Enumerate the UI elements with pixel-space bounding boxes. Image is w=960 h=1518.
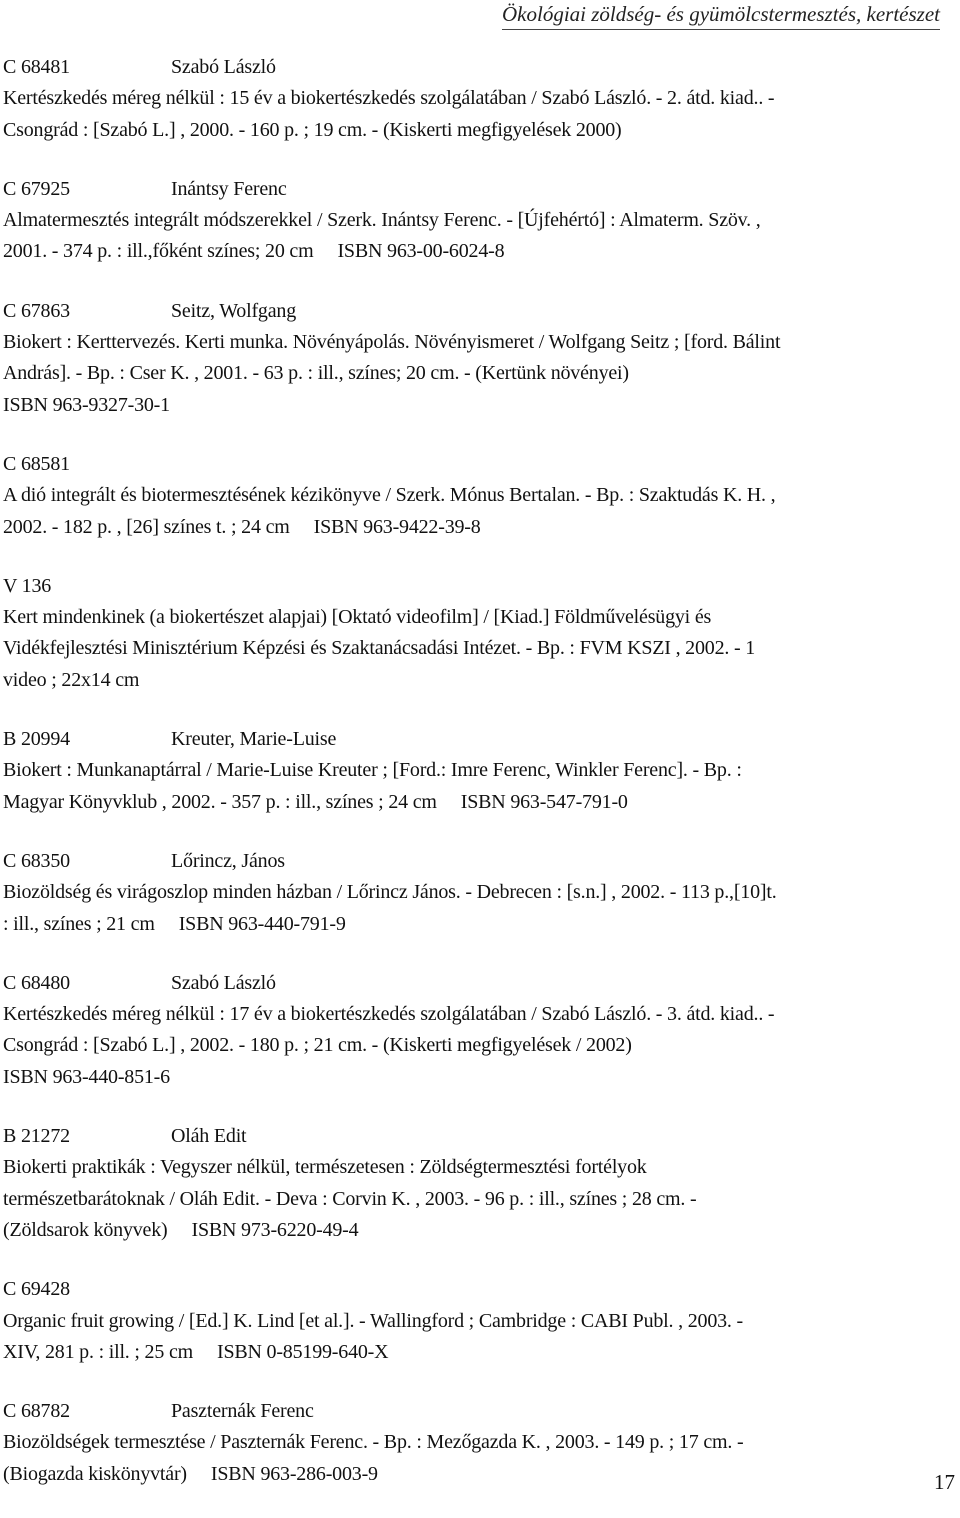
- entry-code: V 136: [3, 574, 52, 597]
- entry-line: Kertészkedés méreg nélkül : 17 év a biokertészkedés szolgálatában / Szabó László. - 3. átd. kiad.. -: [3, 1003, 775, 1026]
- entry-author: Lőrincz, János: [171, 849, 285, 872]
- entry-heading: [3, 968, 955, 999]
- entry-author: Paszternák Ferenc: [171, 1400, 314, 1423]
- entry-heading: [3, 571, 955, 602]
- entry-line: Vidékfejlesztési Minisztérium Képzési és Szaktanácsadási Intézet. - Bp. : FVM KSZI , 2002. - 1: [3, 637, 756, 660]
- entry-code: B 20994: [3, 728, 70, 751]
- entry-line: Organic fruit growing / [Ed.] K. Lind [et al.]. - Wallingford ; Cambridge : CABI Publ. , 2003. -: [3, 1309, 743, 1332]
- entry-code: C 68782: [3, 1400, 70, 1423]
- bibliography-entry: [3, 1396, 955, 1490]
- entry-code: C 68581: [3, 452, 70, 475]
- entry-code: C 69428: [3, 1278, 70, 1301]
- entry-line: ISBN 963-440-851-6: [3, 1065, 170, 1088]
- entry-code: C 68481: [3, 56, 70, 78]
- bibliography-entry: [3, 571, 955, 696]
- entry-line: Biokerti praktikák : Vegyszer nélkül, természetesen : Zöldségtermesztési fortélyok: [3, 1156, 647, 1179]
- entry-heading: [3, 1396, 955, 1427]
- bibliography-entry: [3, 174, 955, 268]
- bibliography-entry: [3, 1274, 955, 1368]
- entry-code: B 21272: [3, 1125, 70, 1148]
- bibliography-entry: [3, 52, 955, 146]
- entry-author: Szabó László: [171, 971, 276, 994]
- entry-heading: [3, 174, 955, 205]
- entry-line: Kert mindenkinek (a biokertészet alapjai) [Oktató videofilm] / [Kiad.] Földművelésügyi és: [3, 606, 712, 629]
- entry-line: A dió integrált és biotermesztésének kézikönyve / Szerk. Mónus Bertalan. - Bp. : Szaktudás K. H. ,: [3, 484, 776, 507]
- entry-heading: [3, 1121, 955, 1152]
- entry-code: C 67925: [3, 177, 70, 200]
- entry-line: András]. - Bp. : Cser K. , 2001. - 63 p. : ill., színes; 20 cm. - (Kertünk növényei): [3, 362, 629, 385]
- entry-line: (Zöldsarok könyvek) ISBN 973-6220-49-4: [3, 1218, 359, 1241]
- entry-code: C 68350: [3, 849, 70, 872]
- entry-line: (Biogazda kiskönyvtár) ISBN 963-286-003-9: [3, 1462, 378, 1485]
- entry-heading: [3, 846, 955, 877]
- entry-line: Csongrád : [Szabó L.] , 2000. - 160 p. ; 19 cm. - (Kiskerti megfigyelések 2000): [3, 118, 622, 141]
- bibliography-entry: [3, 449, 955, 543]
- page-header-title: Ökológiai zöldség- és gyümölcstermesztés, kertészet: [502, 2, 940, 30]
- entry-line: természetbarátoknak / Oláh Edit. - Deva : Corvin K. , 2003. - 96 p. : ill., színes ; 28 cm. -: [3, 1187, 697, 1210]
- bibliography-entry: [3, 724, 955, 818]
- entry-heading: [3, 724, 955, 755]
- entry-line: 2001. - 374 p. : ill.,főként színes; 20 cm ISBN 963-00-6024-8: [3, 240, 505, 263]
- entry-author: Oláh Edit: [171, 1125, 247, 1148]
- entry-line: Biozöldség és virágoszlop minden házban / Lőrincz János. - Debrecen : [s.n.] , 2002. - 113 p.,[10]t.: [3, 881, 777, 904]
- bibliography-entry: [3, 846, 955, 940]
- entry-code: C 67863: [3, 299, 70, 322]
- bibliography-entry: [3, 1121, 955, 1246]
- bibliography-entry: [3, 968, 955, 1093]
- entry-line: : ill., színes ; 21 cm ISBN 963-440-791-9: [3, 912, 346, 935]
- entry-author: Kreuter, Marie-Luise: [171, 728, 337, 751]
- entry-line: Biozöldségek termesztése / Paszternák Ferenc. - Bp. : Mezőgazda K. , 2003. - 149 p. ; 17 cm. -: [3, 1431, 744, 1454]
- entry-line: 2002. - 182 p. , [26] színes t. ; 24 cm ISBN 963-9422-39-8: [3, 515, 481, 538]
- page-number: 17: [934, 1470, 955, 1494]
- entry-author: Inántsy Ferenc: [171, 177, 287, 200]
- entry-line: ISBN 963-9327-30-1: [3, 393, 170, 416]
- entry-heading: [3, 1274, 955, 1305]
- entry-heading: [3, 449, 955, 480]
- entry-heading: [3, 52, 955, 83]
- entry-author: Seitz, Wolfgang: [171, 299, 296, 322]
- entry-heading: [3, 296, 955, 327]
- entry-line: Biokert : Munkanaptárral / Marie-Luise Kreuter ; [Ford.: Imre Ferenc, Winkler Ferenc]. - Bp. :: [3, 759, 742, 782]
- entry-line: video ; 22x14 cm: [3, 668, 140, 691]
- entry-line: Magyar Könyvklub , 2002. - 357 p. : ill., színes ; 24 cm ISBN 963-547-791-0: [3, 790, 628, 813]
- bibliography-entry: [3, 296, 955, 421]
- entry-author: Szabó László: [171, 56, 276, 78]
- entry-code: C 68480: [3, 971, 70, 994]
- bibliography-list: [3, 52, 955, 1518]
- entry-line: Csongrád : [Szabó L.] , 2002. - 180 p. ; 21 cm. - (Kiskerti megfigyelések / 2002): [3, 1034, 632, 1057]
- entry-line: Almatermesztés integrált módszerekkel / Szerk. Inántsy Ferenc. - [Újfehértó] : Almaterm. Szöv. ,: [3, 209, 761, 232]
- entry-line: Kertészkedés méreg nélkül : 15 év a biokertészkedés szolgálatában / Szabó László. - 2. átd. kiad.. -: [3, 87, 775, 110]
- entry-line: Biokert : Kerttervezés. Kerti munka. Növényápolás. Növényismeret / Wolfgang Seitz ; [ford. Bálint: [3, 331, 781, 354]
- entry-line: XIV, 281 p. : ill. ; 25 cm ISBN 0-85199-640-X: [3, 1340, 389, 1363]
